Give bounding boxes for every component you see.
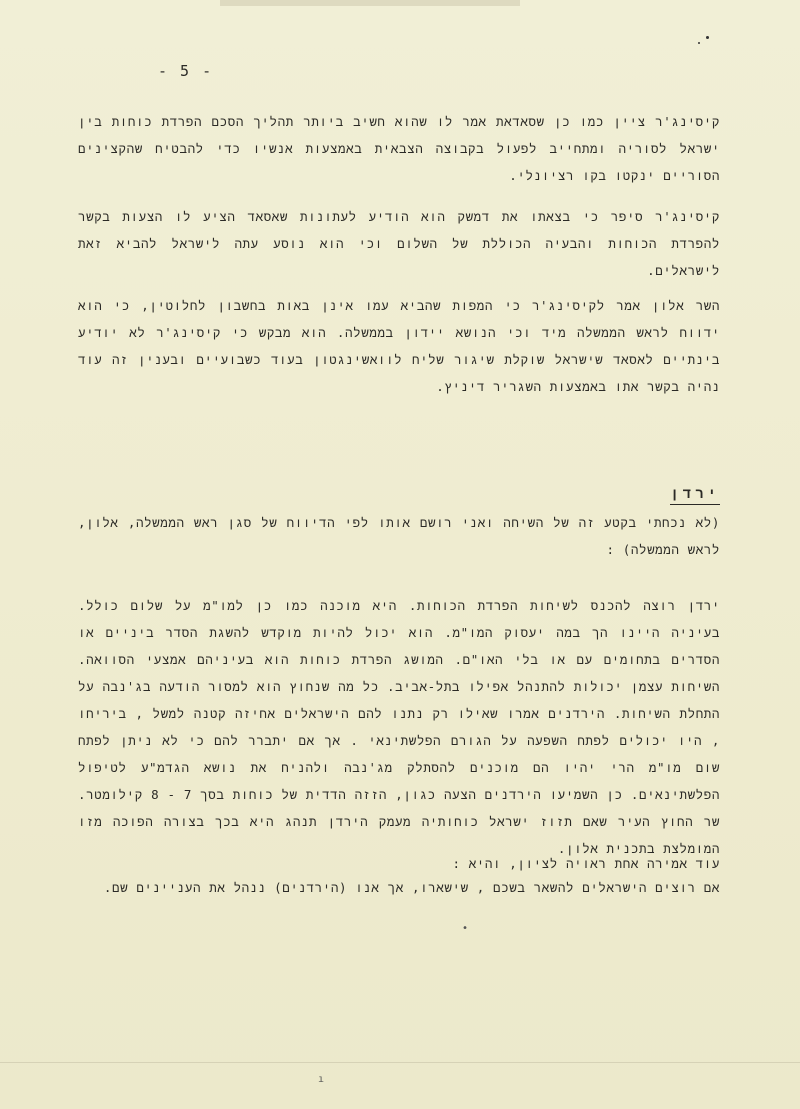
scan-top-edge <box>220 0 520 6</box>
paragraph-allon-maps: השר אלון אמר לקיסינג'ר כי המפות שהביא עמו אינן באות בחשבון לחלוטין, כי הוא ידווח לראש הממשלה מיד וכי הנושא יידון בממשלה. הוא מבקש כי קיסינג'ר לא יודיע בינתיים לאסאד שישראל שוקלת שיגור שליח לוואשינגטון בעוד כשבועיים ובענין זה עוד נהיה בקשר אתו באמצעות השגריר דיניץ. <box>78 298 720 394</box>
paragraph-jordan-note: (לא נכחתי בקטע זה של השיחה ואני רושם אותו לפי הדיווח של סגן ראש הממשלה, אלון, לראש הממשלה) : <box>78 515 720 557</box>
paragraph-jordan-positions: ירדן רוצה להכנס לשיחות הפרדת הכוחות. היא מוכנה כמו כן למו"מ על שלום כולל. בעיניה היינו הך במה יעסוק המו"מ. הוא יכול להיות מוקדש להשגת הסדר ביניים או הסדרים בתחומים עם או בלי האו"ם. המושג הפרדת כוחות הוא בעיניהם אמצעי הסוואה. השיחות עצמן יכולות להתנהל אפילו בתל-אביב. כל מה שנחוץ הוא למסור הודעה בג'נבה על התחלת השיחות. הירדנים אמרו שאילו רק נתנו להם הישראלים אחיזה קטנה למשל , ביריחו , היו יכולים לפתח השפעה על הגורם הפלשתינאי . אך אם יתברר להם כי לא ניתן לפתח שום מו"מ הרי יהיו הם מוכנים להסתלק מג'נבה ולהניח את נושא הגדמ"ע לטיפול הפלשתינאים. כן השמיעו הירדנים הצעה כגון, הזזה הדדית של כוחות בסך 7 - 8 קילומטר. שר החוץ העיר שאם תזוז ישראל כוחותיה מעמק הירדן תנהג היא בכך בצורה הפוכה מזו המומלצת בתכנית אלון. <box>78 598 720 856</box>
scan-speck <box>706 36 709 39</box>
paragraph-remark-intro: עוד אמירה אחת ראויה לציון, והיא : <box>452 856 720 871</box>
page-fold-line <box>0 1062 800 1063</box>
paragraph-kissinger-damascus: קיסינג'ר סיפר כי בצאתו את דמשק הוא הודיע לעתונות שאסאד הציע לו הצעות בקשר להפרדת הכוחות והבעיה הכוללת של השלום וכי הוא נוסע עתה לישראל להביא זאת לישראלים. <box>78 209 720 278</box>
section-heading-jordan: ירדן <box>620 486 720 503</box>
page-number: - 5 - <box>158 62 214 80</box>
paragraph-shechem-remark: אם רוצים הישראלים להשאר בשכם , שישארו, אך אנו (הירדנים) ננהל את העניינים שם. <box>103 880 720 895</box>
scan-mark: ı <box>318 1074 325 1085</box>
scan-mark: • <box>462 923 469 934</box>
scan-speck <box>698 42 700 44</box>
paragraph-kissinger-sadat: קיסינג'ר ציין כמו כן שסאדאת אמר לו שהוא חשיב ביותר תהליך הסכם הפרדת כוחות בין ישראל לסוריה ומתחייב לפעול בקבוצה הצבאית באמצעות אנשיו כדי להבטיח שהקצינים הסוריים ינקטו בקו רציונלי. <box>78 114 720 183</box>
